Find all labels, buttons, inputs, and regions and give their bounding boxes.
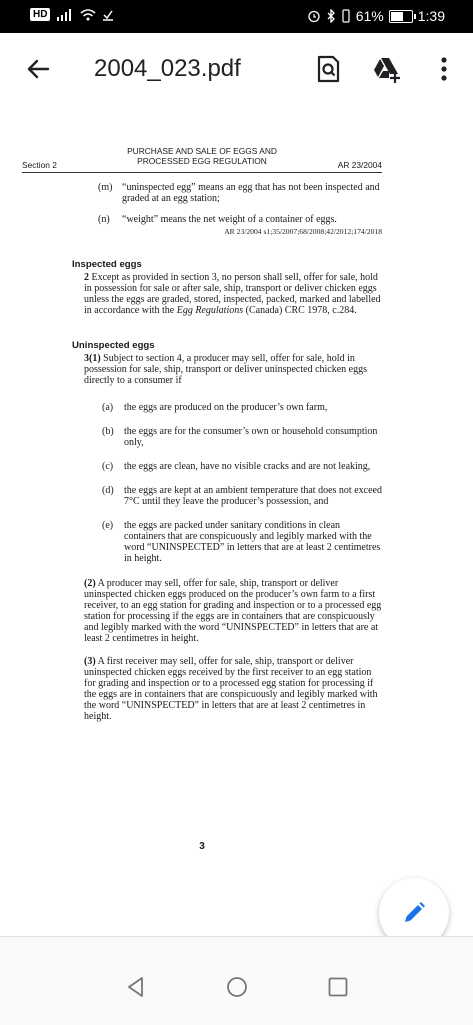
hd-badge: HD [30,8,50,21]
clause-label: (a) [102,402,114,413]
page-number: 3 [199,841,205,852]
document-header [22,146,382,173]
clause-c [22,461,382,472]
header-regulation: AR 23/2004 [337,160,382,170]
subsection-number: (2) [84,578,96,589]
section-2-text [22,272,382,316]
subsection-2 [22,578,382,644]
wifi-icon [80,9,96,21]
document-title: 2004_023.pdf [94,55,241,82]
header-title-line1: PURCHASE AND SALE OF EGGS AND [127,146,277,156]
header-title-line2: PROCESSED EGG REGULATION [137,156,267,166]
heading-uninspected-eggs: Uninspected eggs [72,340,155,351]
definition-text: “uninspected egg” means an egg that has not been inspected and graded at an egg station; [122,182,380,204]
subsection-number: (3) [84,656,96,667]
section-text: Except as provided in section 3, no person shall sell, offer for sale, hold in possession for sale or after sale, ship, transport or deliver chicken eggs unless the eggs are graded, stored, inspected, packed, marked and labelled in accordance with the [84,272,381,316]
clause-text: the eggs are kept at an ambient temperature that does not exceed 7°C until they leave the producer’s possession, and [124,485,382,507]
subsection-text: A producer may sell, offer for sale, ship, transport or deliver uninspected chicken eggs produced on the producer’s own farm to a first receiver, to an egg station for grading and inspection or to a processed egg station for processing if the eggs are in containers that are conspicuously and legibly marked with the word “UNINSPECTED” in letters that are at least 2 centimetres in height. [84,578,382,644]
bluetooth-icon [326,9,336,23]
clause-a [22,402,382,413]
arrow-left-icon[interactable] [24,55,52,83]
nav-back-icon[interactable] [124,975,148,999]
pdf-page[interactable] [0,106,473,913]
section-3-text [22,353,382,386]
clause-label: (c) [102,461,114,472]
nav-recents-icon[interactable] [326,975,350,999]
clause-label: (b) [102,426,114,437]
section-text: Subject to section 4, a producer may sell, offer for sale, hold in possession for sale, ship, transport or deliver uninspected chicken eggs directly to a consumer if [84,353,367,386]
clause-e [22,520,382,564]
section-text-end: (Canada) CRC 1978, c.284. [243,305,357,316]
signal-icon [56,9,74,21]
drive-add-icon[interactable] [370,53,402,85]
clause-label: (e) [102,520,114,531]
nav-home-icon[interactable] [225,975,249,999]
definition-text: “weight” means the net weight of a container of eggs. [122,214,337,225]
battery-icon [389,10,413,23]
clause-text: the eggs are for the consumer’s own or household consumption only, [124,426,378,448]
section-number: 2 [84,272,89,283]
more-vert-icon[interactable] [428,53,460,85]
clock: 1:39 [417,8,445,24]
app-bar [0,33,473,107]
subsection-text: A first receiver may sell, offer for sale, ship, transport or deliver uninspected chicken eggs received by the first receiver to an egg station for grading and inspection or to a processed egg station for processing if the eggs are in containers that are conspicuously and legibly marked with the word “UNINSPECTED” in letters that are at least 2 centimetres in height. [84,656,378,722]
pencil-icon [401,900,427,926]
section-italic: Egg Regulations [176,305,244,316]
alarm-icon [307,9,321,23]
citation: AR 23/2004 s1;35/2007;68/2008;42/2012;174/2018 [224,227,382,236]
header-section: Section 2 [22,160,57,170]
subsection-3 [22,656,382,722]
heading-inspected-eggs: Inspected eggs [72,259,142,270]
system-nav-bar [0,936,473,1025]
section-number: 3(1) [84,353,101,364]
battery-percent: 61% [355,8,384,24]
definition-label: (m) [98,182,113,193]
clause-b [22,426,382,448]
definition-m [22,182,382,204]
document-content [22,146,382,852]
status-bar [0,0,473,33]
clause-text: the eggs are packed under sanitary conditions in clean containers that are conspicuously and legibly marked with the word “UNINSPECTED” in letters that are at least 2 centimetres in height. [124,520,381,564]
document-search-icon[interactable] [312,53,344,85]
clause-label: (d) [102,485,114,496]
clause-d [22,485,382,507]
definition-label: (n) [98,214,110,225]
clause-text: the eggs are clean, have no visible cracks and are not leaking, [124,461,371,472]
download-check-icon [102,9,114,21]
vibrate-icon [341,9,351,23]
clause-text: the eggs are produced on the producer’s own farm, [124,402,328,413]
definition-n [22,214,382,225]
